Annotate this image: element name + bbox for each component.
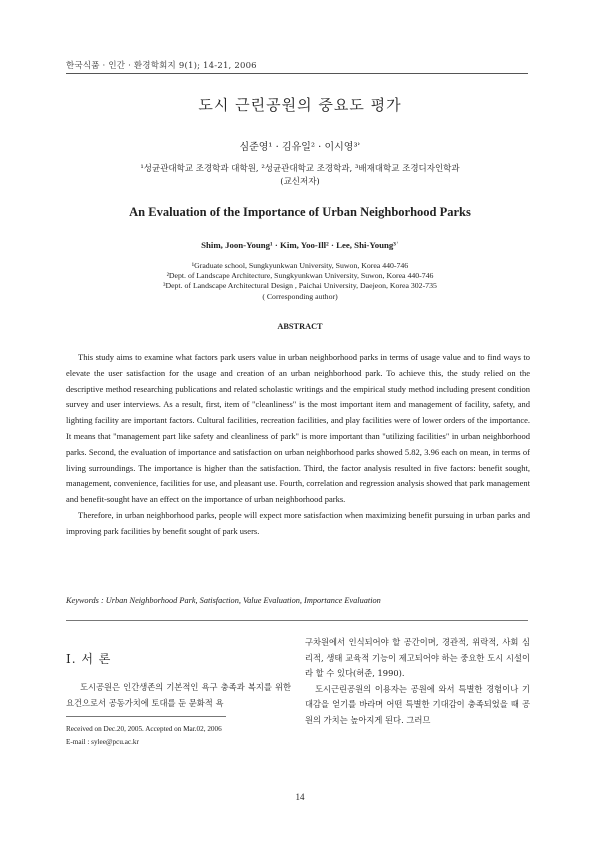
english-authors: Shim, Joon-Young¹ · Kim, Yoo-Ill² · Lee, Shi-Young³ʾ [201,240,399,250]
english-affiliation-line: ³Dept. of Landscape Architectural Design , Paichai University, Daejeon, Korea 302-735 [163,281,437,291]
korean-title: 도시 근린공원의 중요도 평가 [198,96,402,114]
korean-authors: 심준영¹ · 김유일² · 이시영³ʾ [239,142,361,153]
abstract-paragraph: This study aims to examine what factors park users value in urban neighborhood parks in terms of usage value and to find ways to elevate the user satisfaction for the usage and creation of an urban neighborhood park. To achieve this, the study relied on the descriptive method researching publications and related scholastic writings and the empirical study method including present condition survey and user interviews. As a result, first, item of "cleanliness" is the most important item and management of facility, safety, and lighting facility are important factors. Cultural facilities, recreation facilities, and play facilities were of lower orders of the importance. It means that "management part like safety and cleanliness of park" is more important than "utilizing facilities" in urban neighborhood parks. Second, the evaluation of importance and satisfaction on urban neighborhood parks showed 5.82, 3.96 each on mean, in terms of living surroundings. The importance is higher than the satisfaction. Third, the factor analysis resulted in five factors: benefit sought, management, convenience, facilities for use, and pleasant use. Fourth, correlation and regression analysis showed that park management and benefit-sought have an effect on the importance of urban neighborhood parks. [66,352,530,505]
right-column [305,635,530,728]
english-affiliations [0,261,600,302]
keywords: Keywords : Urban Neighborhood Park, Satisfaction, Value Evaluation, Importance Evaluation [66,596,381,605]
header-rule [66,73,528,74]
body-paragraph: 구차원에서 인식되어야 할 공간이며, 경관적, 위락적, 사회 심리적, 생태 교육적 기능이 제고되어야 하는 중요한 도시 시설이라 할 수 있다(허준, 1990). [305,637,530,678]
body-paragraph: 도시공원은 인간생존의 기본적인 욕구 충족과 복지를 위한 요건으로서 공동가치에 토대를 둔 문화적 욕 [66,682,291,708]
page-number: 14 [295,792,305,802]
korean-affiliations [0,163,600,189]
footnote [66,723,291,749]
english-affiliation-line: ¹Graduate school, Sungkyunkwan University, Suwon, Korea 440-746 [191,261,409,270]
english-title: An Evaluation of the Importance of Urban Neighborhood Parks [129,205,471,219]
journal-citation: 한국식품 · 인간 · 환경학회지 9(1); 14-21, 2006 [66,61,257,71]
english-corresponding-note: ( Corresponding author) [262,291,338,301]
abstract-paragraph: Therefore, in urban neighborhood parks, people will expect more satisfaction when maximizing benefit pursuing in urban parks and improving park facilities by benefit sought of park users. [66,509,530,536]
section-rule [66,620,528,621]
section-heading: Ⅰ. 서 론 [66,652,112,666]
korean-corresponding-note: (교신저자) [280,177,320,187]
left-column [66,680,291,712]
abstract-heading: ABSTRACT [277,322,323,331]
footnote-rule [66,716,226,717]
english-affiliation-line: ²Dept. of Landscape Architecture, Sungkyunkwan University, Suwon, Korea 440-746 [166,271,434,281]
korean-affiliation-line: ¹성균관대학교 조경학과 대학원, ²성균관대학교 조경학과, ³배재대학교 조경디자인학과 [140,164,460,174]
received-date: Received on Dec.20, 2005. Accepted on Mar.02, 2006 [66,725,222,733]
abstract-body [66,350,530,540]
contact-email: E-mail : sylee@pcu.ac.kr [66,738,139,746]
body-paragraph: 도시근린공원의 이용자는 공원에 와서 특별한 경험이나 기대감을 얻기를 바라며 어떤 특별한 기대감이 충족되었을 때 공원의 가치는 높아지게 된다. 그러므 [305,683,530,725]
